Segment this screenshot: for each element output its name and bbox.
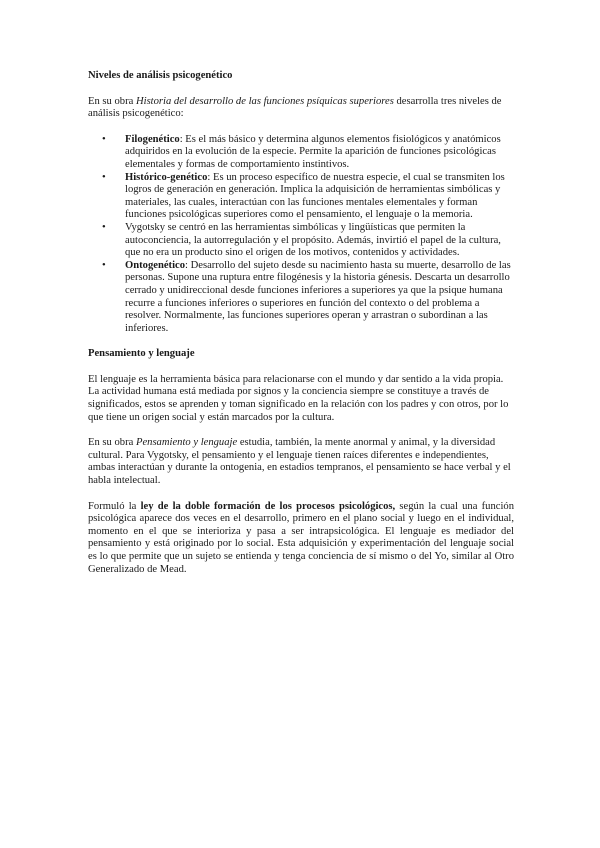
intro-text-after: desarrolla tres niveles de análisis psicogenético: (88, 95, 502, 120)
list-item (88, 222, 514, 260)
list-item (88, 134, 514, 172)
intro-work-title: Historia del desarrollo de las funciones psíquicas superiores (135, 95, 394, 107)
bullet-icon: • (102, 133, 106, 145)
level-term: Ontogenético (125, 259, 186, 271)
bullet-icon: • (102, 259, 106, 271)
list-item (88, 260, 514, 336)
ley-text-before: Formuló la (88, 500, 141, 512)
section-heading-pensamiento: Pensamiento y lenguaje (88, 348, 195, 360)
intro-paragraph (88, 96, 514, 121)
level-term: Histórico-genético (125, 171, 208, 183)
bullet-icon: • (102, 171, 106, 183)
paragraph-ley (88, 501, 514, 577)
level-text: : Es el más básico y determina algunos elementos fisiológicos y anatómicos adquiridos en la evolución de la especie. Permite la aparición de funciones psicológicas elementales y formas de comportamiento instintivos. (125, 133, 501, 170)
paragraph-obra (88, 437, 514, 487)
ley-text-after: según la cual una función psicológica aparece dos veces en el desarrollo, primero en el plano social y luego en el individual, momento en el que se interioriza y pasa a ser intrapsicológica. El lenguaje es mediador del pensamiento y está originado por lo social. Esta adquisición y experimentación del lenguaje social es lo que permite que un sujeto se entienda y tenga conciencia de sí mismo o del Yo, similar al Otro Generalizado de Mead. (88, 500, 514, 575)
intro-text-before: En su obra (88, 95, 136, 107)
level-text: : Es un proceso específico de nuestra especie, el cual se transmiten los logros de generación en generación. Implica la adquisición de herramientas simbólicas y materiales, las cuales, interactúan con las funciones mentales elementales y forman funciones psicológicas superiores como el pensamiento, el lenguaje o la memoria. (125, 171, 505, 221)
level-term: Filogenético (125, 133, 180, 145)
paragraph-lenguaje: El lenguaje es la herramienta básica para relacionarse con el mundo y dar sentido a la vida propia. La actividad humana está mediada por signos y la conciencia siempre se constituye a través de significados, estos se aprenden y toman significado en la relación con los padres y con otros, por lo que tiene un origen social y están marcados por la cultura. (88, 373, 509, 423)
bullet-icon: • (102, 221, 106, 233)
document-page (88, 70, 514, 589)
list-item (88, 172, 514, 222)
obra-work-title: Pensamiento y lenguaje (135, 437, 238, 449)
obra-text-after: estudia, también, la mente anormal y animal, y la diversidad cultural. Para Vygotsky, el pensamiento y el lenguaje tienen raíces diferentes e independientes, ambas interactúan y durante la ontogenia, en estadios tempranos, el pensamiento se hace verbal y el habla intelectual. (88, 437, 511, 487)
level-text: Vygotsky se centró en las herramientas simbólicas y lingüísticas que permiten la autoconciencia, la autorregulación y el propósito. Además, invirtió el papel de la cultura, que no era un producto sino el origen de los motivos, contenidos y actividades. (125, 221, 501, 259)
section-heading-niveles: Niveles de análisis psicogenético (88, 70, 233, 81)
level-text: : Desarrollo del sujeto desde su nacimiento hasta su muerte, desarrollo de las personas. Supone una ruptura entre filogénesis y la historia génesis. Descarta un desarrollo cerrado y unidireccional desde funciones inferiores a superiores ya que la psique humana recurre a funciones inferiores o superiores en función del contexto o del problema a resolver. Normalmente, las funciones superiores operan y arrastran o subordinan a las inferiores. (125, 259, 511, 334)
ley-bold-term: ley de la doble formación de los procesos psicológicos, (140, 500, 396, 512)
levels-list (88, 134, 514, 336)
obra-text-before: En su obra (88, 437, 136, 449)
